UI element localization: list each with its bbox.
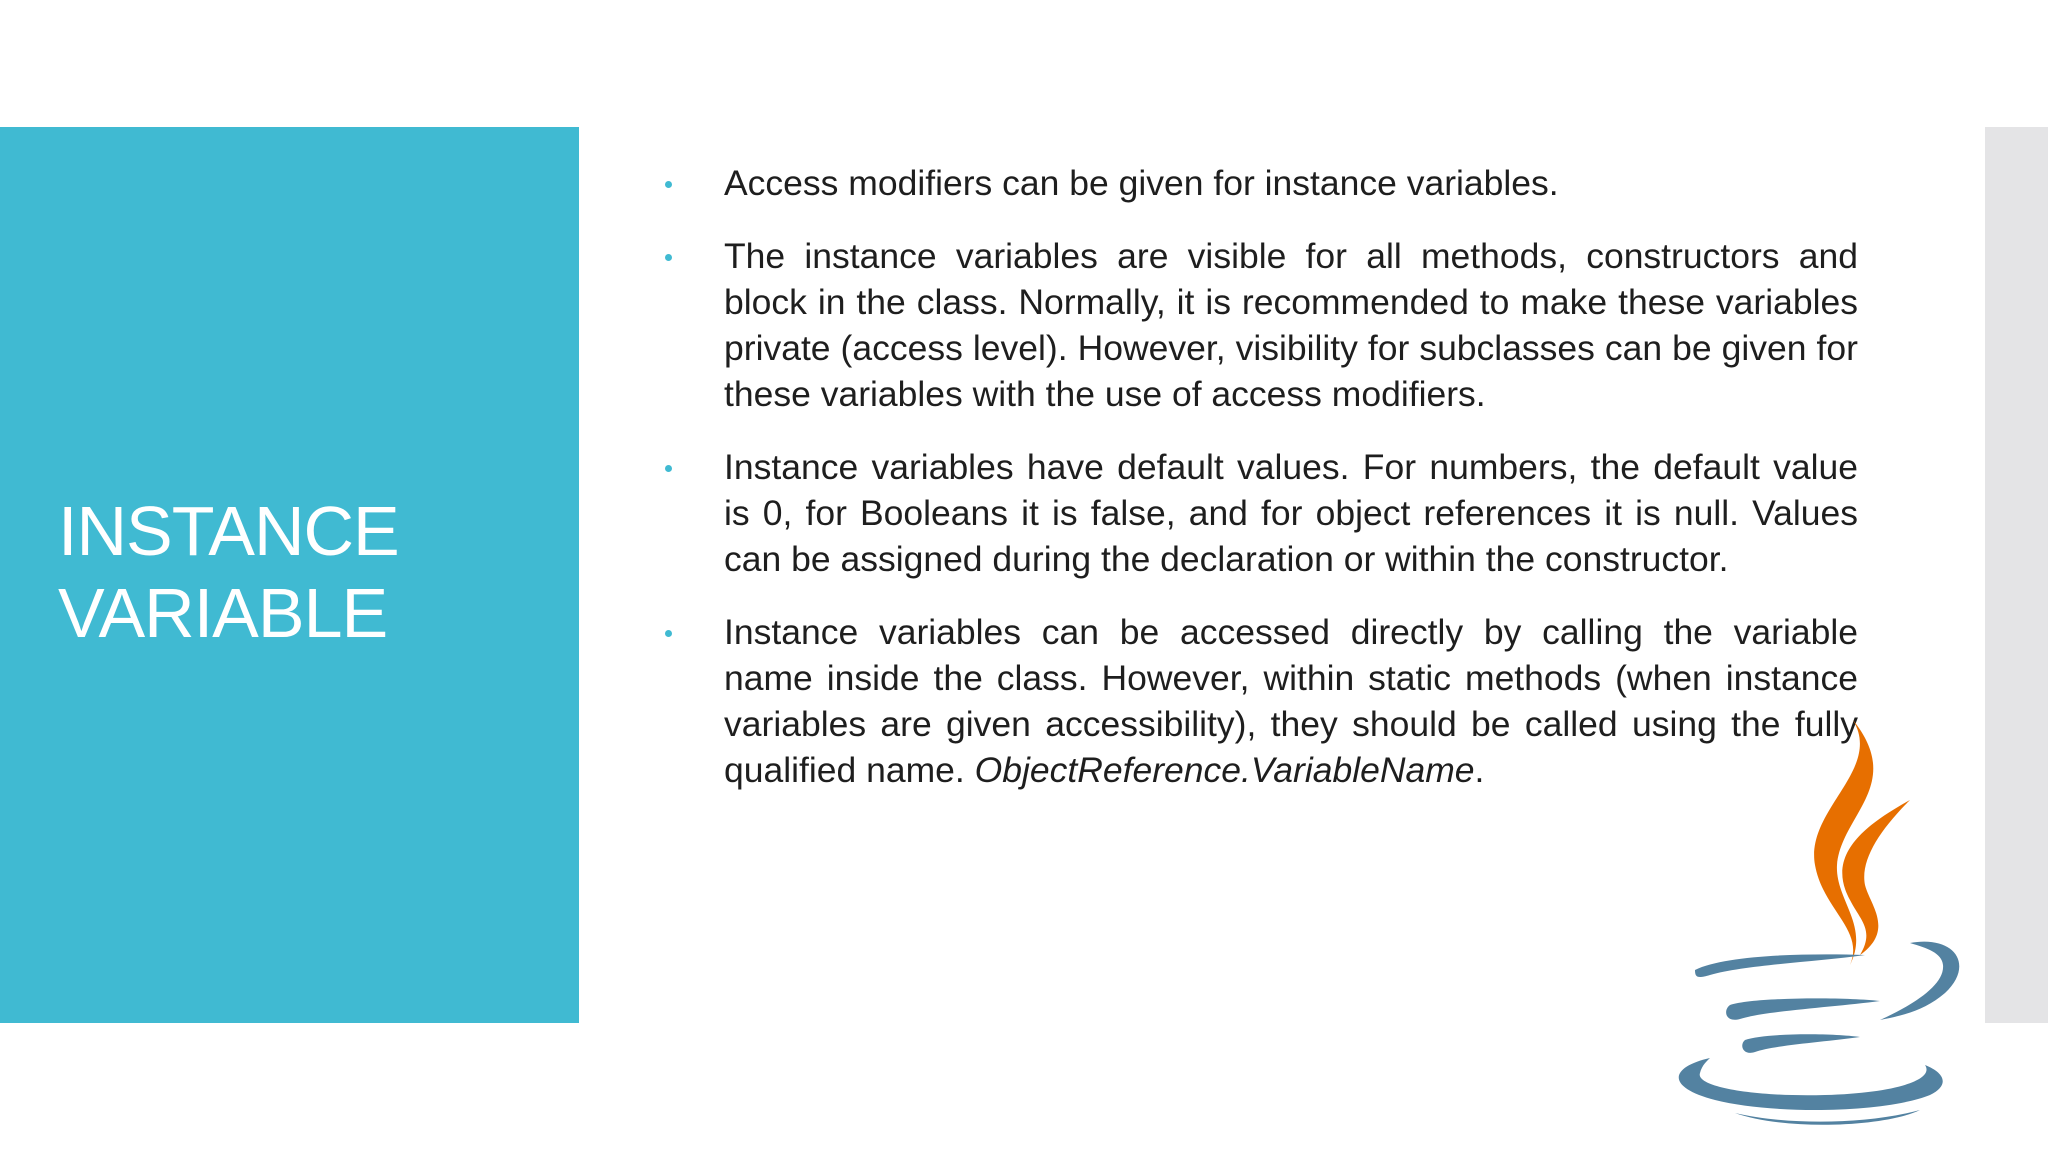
bullet-text-main: Instance variables can be accessed directly by calling the variable name inside the class. However, within static methods (when instance variables are given accessibility), they should be called using the fully qualified name. — [724, 612, 1858, 790]
java-cup-ring-icon — [1742, 1034, 1860, 1053]
java-cup-handle-icon — [1880, 942, 1959, 1020]
bullet-dot-icon — [665, 465, 672, 472]
bullet-item — [660, 444, 1858, 582]
bullet-dot-icon — [665, 630, 672, 637]
bullet-item — [660, 233, 1858, 417]
bullet-text: Access modifiers can be given for instance variables. — [724, 163, 1559, 203]
java-cup-ring-icon — [1695, 954, 1865, 977]
java-cup-ring-icon — [1726, 998, 1880, 1019]
java-saucer-icon — [1679, 1058, 1943, 1110]
object-reference-text: ObjectReference.VariableName — [974, 750, 1475, 790]
bullet-dot-icon — [665, 254, 672, 261]
java-coffee-cup-logo-icon — [1655, 715, 1975, 1135]
slide-title-line-1: INSTANCE — [58, 492, 399, 570]
bullet-text: The instance variables are visible for all methods, constructors and block in the class. Normally, it is recommended to make these variables private (access level). However, visibility for subclasses can be given for these variables with the use of access modifiers. — [724, 236, 1858, 414]
slide-title-line-2: VARIABLE — [58, 574, 388, 652]
bullet-text-trail: . — [1474, 750, 1485, 790]
java-saucer-base-icon — [1735, 1110, 1920, 1125]
bullet-text: Instance variables have default values. For numbers, the default value is 0, for Booleans it is false, and for object references it is null. Values can be assigned during the declaration or within the constructor. — [724, 447, 1858, 579]
slide-title — [58, 490, 399, 654]
bullet-item — [660, 160, 1858, 206]
right-side-bar — [1985, 127, 2048, 1023]
bullet-dot-icon — [665, 181, 672, 188]
